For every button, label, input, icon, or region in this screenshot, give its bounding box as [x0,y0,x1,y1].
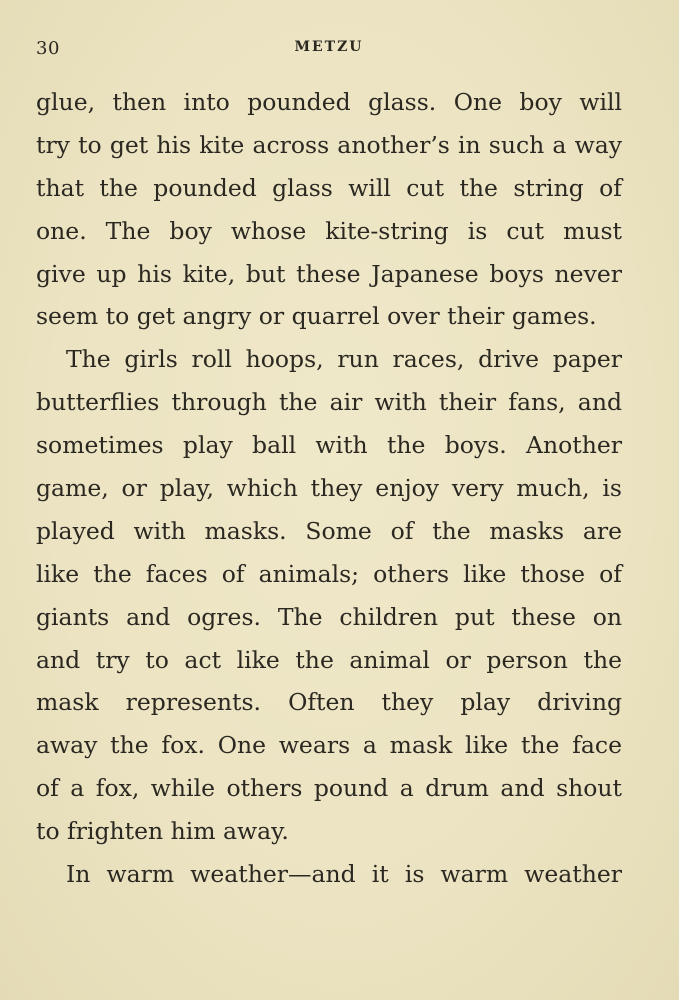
text-line: sometimes play ball with the boys. Another [36,431,622,460]
text-line: glue, then into pounded glass. One boy will [36,88,622,116]
text-line: one. The boy whose kite-string is cut must [36,216,622,245]
text-line: away the fox. One wears a mask like the face [36,731,622,760]
text-line: seem to get angry or quarrel over their games. [36,302,597,331]
paragraph [36,338,622,853]
text-line: to frighten him away. [36,817,289,846]
text-line: try to get his kite across another’s in such a way [36,130,622,159]
text-line: and try to act like the animal or person the [36,645,622,674]
text-line: played with masks. Some of the masks are [36,516,622,545]
text-line: give up his kite, but these Japanese boys never [36,259,622,288]
running-head [36,38,622,62]
page-number: 30 [36,38,60,59]
paragraph [36,853,622,896]
text-line: that the pounded glass will cut the string of [36,173,622,202]
body-text [36,81,622,896]
text-line: giants and ogres. The children put these on [36,602,622,631]
text-line: like the faces of animals; others like those of [36,559,622,588]
running-title: METZU [294,39,364,55]
text-line: butterflies through the air with their fans, and [36,388,622,417]
paragraph [36,81,622,338]
text-line: of a fox, while others pound a drum and shout [36,774,622,803]
text-line: game, or play, which they enjoy very much, is [36,474,622,503]
text-line: In warm weather—and it is warm weather [66,860,622,889]
text-line: mask represents. Often they play driving [36,688,622,717]
text-line: The girls roll hoops, run races, drive paper [66,345,622,374]
